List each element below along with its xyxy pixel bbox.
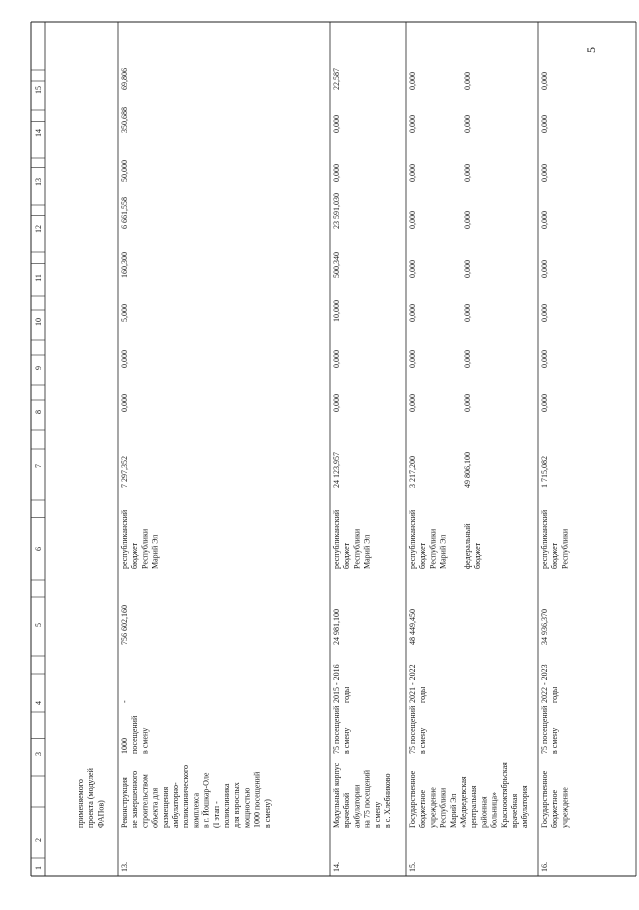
budget-value: 0,000	[540, 350, 549, 368]
funding-source-line: бюджет	[418, 542, 428, 569]
budget-value: 0,000	[462, 164, 472, 182]
budget-value: 0,000	[408, 72, 417, 90]
column-header-label: 4	[34, 701, 43, 705]
capacity-line: в смену	[342, 727, 352, 754]
budget-value: 0,000	[462, 394, 472, 412]
object-name-line: Марий Эл	[448, 793, 458, 828]
column-header-label: 2	[34, 838, 43, 842]
funding-source-line: Марий Эл	[438, 534, 448, 569]
years-line: годы	[418, 686, 428, 703]
column-header-label: 9	[34, 366, 43, 370]
object-name-line: «Медведевская	[459, 776, 468, 828]
previous-row-name-line: проекта (модулей	[86, 768, 96, 828]
funding-source-line: Республики	[352, 528, 362, 569]
object-name-line: на 75 посещений	[362, 769, 372, 828]
column-header-label: 12	[34, 225, 43, 233]
object-name-line: в смену)	[262, 799, 272, 828]
years-line: 2021 - 2022	[408, 664, 417, 703]
years-line: -	[120, 700, 129, 703]
budget-value: 0,000	[540, 72, 549, 90]
budget-value: 0,000	[462, 260, 472, 278]
budget-value: 500,340	[332, 252, 341, 278]
budget-value: 49 806,100	[462, 452, 472, 488]
column-header-label: 6	[34, 547, 43, 551]
budget-value: 0,000	[408, 260, 417, 278]
column-header-label: 1	[34, 866, 43, 870]
years-line: годы	[550, 686, 560, 703]
object-name-line: в смену	[372, 801, 382, 828]
object-name-line: мощностью	[242, 787, 252, 828]
funding-source-line: республиканский	[332, 509, 341, 569]
years-line: годы	[342, 686, 352, 703]
column-header-label: 13	[34, 178, 43, 186]
budget-value: 0,000	[408, 164, 417, 182]
column-header-label: 5	[34, 623, 43, 627]
budget-value: 50,000	[120, 160, 129, 182]
estimated-cost: 756 602,160	[120, 605, 129, 645]
budget-value: 0,000	[540, 304, 549, 322]
object-name-line: не завершенного	[130, 770, 140, 828]
budget-value: 0,000	[540, 115, 549, 133]
column-header-label: 8	[34, 410, 43, 414]
budget-value: 0,000	[540, 260, 549, 278]
object-name-line: в с. Хлебниково	[383, 773, 392, 828]
object-name-line: Краснооктябрьская	[499, 762, 509, 828]
budget-value: 0,000	[408, 394, 417, 412]
column-header-label: 10	[34, 318, 43, 326]
budget-value: 0,000	[540, 164, 549, 182]
page-number: 5	[584, 47, 598, 53]
budget-value: 350,688	[120, 107, 129, 133]
funding-source-line: Марий Эл	[362, 534, 372, 569]
object-name-line: Реконструкция	[120, 777, 129, 828]
object-name-line: 1000 посещений	[252, 771, 262, 828]
row-number: 16.	[540, 862, 549, 872]
object-name-line: Государственное	[540, 770, 549, 828]
object-name-line: бюджетное	[418, 789, 428, 828]
budget-value: 160,300	[120, 252, 129, 278]
capacity-line: в смену	[418, 727, 428, 754]
capacity-line: в смену	[140, 727, 150, 754]
row-number: 14.	[332, 862, 341, 872]
funding-source-line: бюджет	[550, 542, 560, 569]
budget-value: 0,000	[332, 164, 341, 182]
object-name-line: объекта для	[150, 787, 160, 828]
budget-value: 24 123,957	[332, 452, 341, 488]
budget-value: 22,587	[332, 68, 341, 90]
object-name-line: врачебная	[510, 793, 519, 828]
object-name-line: бюджетное	[550, 789, 560, 828]
budget-value: 0,000	[462, 115, 472, 133]
funding-source-line: бюджет	[130, 542, 140, 569]
column-header-label: 3	[34, 752, 43, 756]
row-number: 13.	[120, 862, 129, 872]
capacity-line: 75 посещений	[540, 705, 549, 754]
object-name-line: врачебной	[342, 792, 352, 828]
object-name-line: больница»	[489, 792, 499, 828]
object-name-line: районная	[479, 796, 489, 828]
object-name-line: учреждение	[428, 787, 438, 828]
funding-source-line: республиканский	[120, 509, 129, 569]
budget-value: 0,000	[408, 115, 417, 133]
budget-value: 0,000	[540, 394, 549, 412]
budget-value: 3 217,200	[408, 456, 417, 488]
object-name-line: Модульный корпус	[332, 762, 341, 828]
budget-value: 0,000	[332, 394, 341, 412]
object-name-line: для взрослых	[232, 782, 242, 828]
column-header-label: 15	[34, 86, 43, 94]
funding-source-line: Республики	[140, 528, 150, 569]
capacity-line: 75 посещений	[408, 705, 417, 754]
object-name-line: (I этап -	[211, 801, 221, 828]
column-header-label: 14	[34, 129, 43, 137]
previous-row-name-line: применяемого	[76, 779, 85, 828]
object-name-line: комплекса	[191, 792, 201, 828]
funding-source-line: Республики	[560, 528, 570, 569]
budget-value: 5,000	[120, 304, 129, 322]
budget-value: 0,000	[462, 350, 472, 368]
object-name-line: размещения	[160, 786, 170, 828]
funding-source-line: республиканский	[408, 509, 417, 569]
object-name-line: амбулатория	[520, 785, 530, 828]
estimated-cost: 48 449,450	[408, 609, 417, 645]
budget-value: 0,000	[120, 394, 129, 412]
capacity-line: 75 посещений	[332, 705, 341, 754]
budget-value: 0,000	[332, 115, 341, 133]
budget-value: 10,000	[332, 300, 341, 322]
object-name-line: поликлинического	[181, 764, 191, 828]
funding-source-line: Марий Эл	[150, 534, 160, 569]
object-name-line: строительством	[140, 774, 150, 828]
row-number: 15.	[408, 862, 417, 872]
budget-value: 0,000	[332, 350, 341, 368]
budget-value: 1 715,082	[540, 456, 549, 488]
column-header-label: 11	[34, 274, 43, 282]
budget-value: 69,806	[120, 68, 129, 90]
object-name-line: Республики	[438, 787, 448, 828]
funding-source-line: Республики	[428, 528, 438, 569]
previous-row-name-line: ФАПов)	[96, 800, 106, 828]
budget-value: 0,000	[462, 211, 472, 229]
years-line: 2015 - 2016	[332, 664, 341, 703]
object-name-line: амбулатории	[352, 784, 362, 828]
capacity-line: посещений	[130, 715, 140, 754]
budget-value: 0,000	[540, 211, 549, 229]
budget-value: 6 661,558	[120, 197, 129, 229]
column-header-label: 7	[34, 464, 43, 468]
funding-source-line: бюджет	[473, 542, 482, 569]
object-name-line: в г. Йошкар-Оле	[201, 772, 211, 828]
object-name-line: центральная	[469, 785, 479, 828]
funding-source-line: республиканский	[540, 509, 549, 569]
estimated-cost: 34 936,370	[540, 609, 549, 645]
object-name-line: Государственное	[408, 770, 417, 828]
estimated-cost: 24 981,100	[332, 609, 341, 645]
budget-value: 0,000	[408, 350, 417, 368]
object-name-line: учреждение	[560, 787, 570, 828]
budget-value: 0,000	[120, 350, 129, 368]
budget-value: 0,000	[408, 211, 417, 229]
budget-value: 23 591,030	[332, 193, 341, 229]
funding-source-line: федеральный	[462, 523, 472, 569]
years-line: 2022 - 2023	[540, 664, 549, 703]
budget-value: 0,000	[462, 72, 472, 90]
capacity-line: 1000	[120, 738, 129, 754]
object-name-line: амбулаторно-	[171, 782, 180, 828]
budget-value: 0,000	[462, 304, 472, 322]
funding-source-line: бюджет	[342, 542, 352, 569]
budget-value: 7 297,352	[120, 456, 129, 488]
budget-value: 0,000	[408, 304, 417, 322]
capacity-line: в смену	[550, 727, 560, 754]
object-name-line: поликлиника	[222, 783, 231, 828]
